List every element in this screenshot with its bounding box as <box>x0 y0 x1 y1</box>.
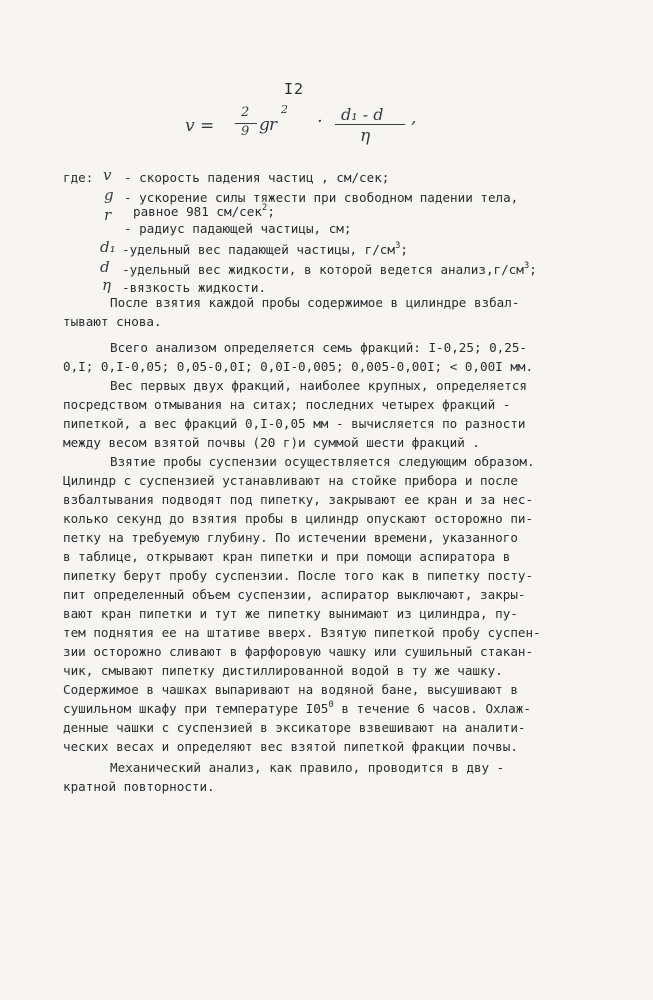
body-line-19: зии осторожно сливают в фарфоровую чашку или сушильный стакан- <box>63 644 534 659</box>
body-line-22 <box>63 701 531 717</box>
where-lead: где: <box>63 170 94 185</box>
definition-viscosity: -вязкость жидкости. <box>122 280 267 295</box>
formula-lhs: v = <box>185 116 215 136</box>
formula-denominator: η <box>360 126 371 146</box>
body-line-26: кратной повторности. <box>63 779 215 794</box>
symbol-r: r <box>104 206 112 224</box>
particle-density-text: -удельный вес падающей частицы, г/см <box>122 242 395 257</box>
body-line-2: тывают снова. <box>63 314 162 329</box>
liquid-density-text: -удельный вес жидкости, в которой ведется анализ,г/см <box>122 262 524 277</box>
body-line-5: Вес первых двух фракций, наиболее крупных, определяется <box>110 378 528 393</box>
formula-r-exponent: 2 <box>281 103 288 116</box>
definition-velocity: - скорость падения частиц , см/сек; <box>124 170 390 185</box>
temperature-degree: 0 <box>328 700 334 710</box>
body-line-6: посредством отмывания на ситах; последних четырех фракций - <box>63 397 511 412</box>
gravity-value-semicolon: ; <box>267 204 275 219</box>
body-line-12: колько секунд до взятия пробы в цилиндр опускают осторожно пи- <box>63 511 534 526</box>
liquid-density-semicolon: ; <box>529 262 537 277</box>
symbol-v: v <box>103 166 112 184</box>
body-line-14: в таблице, открывают кран пипетки и при помощи аспиратора в <box>63 549 511 564</box>
formula-trailing-comma: , <box>411 108 417 128</box>
symbol-g: g <box>104 186 114 204</box>
body-line-23: денные чашки с суспензией в эксикаторе взвешивают на аналити- <box>63 720 526 735</box>
formula-numerator: d₁ - d <box>341 105 384 124</box>
formula-r: r <box>269 115 278 135</box>
body-line-18: тем поднятия ее на штативе вверх. Взятую пипеткой пробу суспен- <box>63 625 541 640</box>
definition-liquid-density <box>122 262 537 278</box>
formula-coef-numerator: 2 <box>241 105 250 120</box>
formula-dot: · <box>317 111 323 132</box>
body-line-24: ческих весах и определяют вес взятой пипеткой фракции почвы. <box>63 739 518 754</box>
body-line-4: 0,I; 0,I-0,05; 0,05-0,0I; 0,0I-0,005; 0,005-0,00I; < 0,00I мм. <box>63 359 534 374</box>
stokes-formula <box>175 103 435 153</box>
body-line-3: Всего анализом определяется семь фракций: I-0,25; 0,25- <box>110 340 528 355</box>
body-line-21: Содержимое в чашках выпаривают на водяной бане, высушивают в <box>63 682 518 697</box>
symbol-d1: d₁ <box>100 238 116 256</box>
definition-particle-density <box>122 242 408 258</box>
body-line-10: Цилиндр с суспензией устанавливают на стойке прибора и после <box>63 473 518 488</box>
body-line-16: пит определенный объем суспензии, аспиратор выключают, закры- <box>63 587 526 602</box>
body-line-7: пипеткой, а вес фракций 0,I-0,05 мм - вычисляется по разности <box>63 416 526 431</box>
body-line-17: вают кран пипетки и тут же пипетку вынимают из цилиндра, пу- <box>63 606 518 621</box>
body-line-11: взбалтывания подводят под пипетку, закрывают ее кран и за нес- <box>63 492 534 507</box>
body-line-8: между весом взятой почвы (20 г)и суммой шести фракций . <box>63 435 481 450</box>
definition-gravity-value <box>133 204 275 220</box>
definition-gravity: - ускорение силы тяжести при свободном падении тела, <box>124 190 519 205</box>
symbol-eta: η <box>102 276 111 294</box>
gravity-value-text: равное 981 см/сек <box>133 204 262 219</box>
body-line-1: После взятия каждой пробы содержимое в цилиндре взбал- <box>110 295 520 310</box>
particle-density-semicolon: ; <box>400 242 408 257</box>
gravity-value-exponent: 2 <box>261 203 268 213</box>
symbol-d: d <box>100 258 110 276</box>
body-line-15: пипетку берут пробу суспензии. После того как в пипетку посту- <box>63 568 534 583</box>
body-line-20: чик, смывают пипетку дистиллированной водой в ту же чашку. <box>63 663 503 678</box>
temperature-text: сушильном шкафу при температуре I05 <box>63 701 329 716</box>
body-line-9: Взятие пробы суспензии осуществляется следующим образом. <box>110 454 535 469</box>
formula-g: g <box>259 115 270 135</box>
temperature-after: в течение 6 часов. Охлаж- <box>333 701 531 716</box>
formula-coef-denominator: 9 <box>241 124 250 139</box>
liquid-density-exponent: 3 <box>523 261 530 271</box>
body-line-13: петку на требуемую глубину. По истечении времени, указанного <box>63 530 518 545</box>
body-line-25: Механический анализ, как правило, проводится в дву - <box>110 760 505 775</box>
formula-fraction-bar <box>335 124 405 125</box>
page-number: I2 <box>284 80 305 98</box>
particle-density-exponent: 3 <box>394 241 401 251</box>
definition-radius: - радиус падающей частицы, см; <box>124 221 352 236</box>
